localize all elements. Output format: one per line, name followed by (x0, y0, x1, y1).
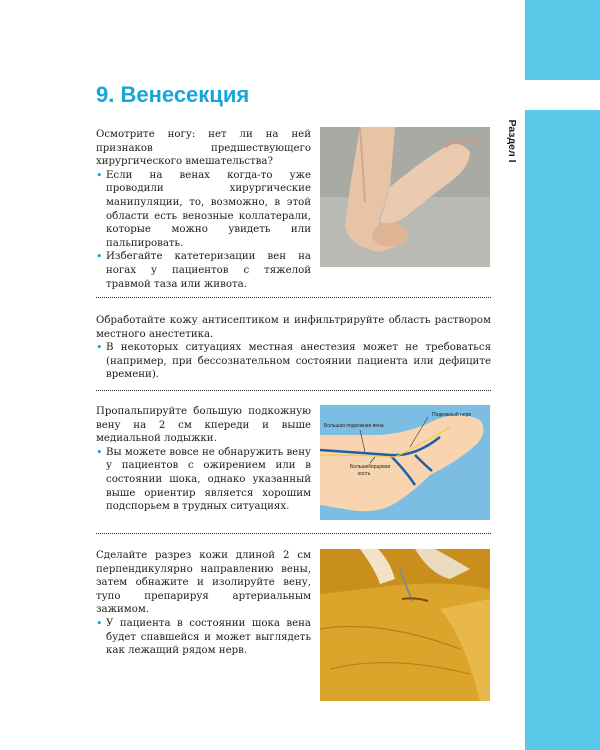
step-3-intro: Пропальпируйте большую подкожную вену на 2 см кпереди и выше медиальной лодыжки. (96, 406, 311, 445)
foot-photo (320, 127, 490, 267)
active-tab-notch (525, 80, 600, 110)
step-2-bullet-1 (96, 341, 491, 382)
step-4-text (96, 549, 311, 658)
tab-section-2[interactable] (502, 184, 522, 274)
tab-label: Раздел III (506, 293, 518, 341)
step-4-bullet-1 (96, 617, 311, 658)
bullet-icon: • (96, 341, 103, 355)
step-3-bullet-1 (96, 446, 311, 514)
tab-label: Раздел V (506, 470, 518, 516)
bullet-text: Вы можете вовсе не обнаружить вену у пациентов с ожирением или в состоянии шока, однако указанный выше ориентир является хорошим подспорьем в трудных ситуациях. (106, 446, 311, 513)
bullet-icon: • (96, 445, 103, 459)
tab-section-4[interactable] (502, 360, 522, 450)
step-1-bullet-1 (96, 169, 311, 251)
tab-section-1[interactable] (502, 96, 522, 186)
bullet-text: У пациента в состоянии шока вена будет спавшейся и может выглядеть как лежащий рядом нерв. (106, 617, 311, 657)
tab-section-6[interactable] (502, 536, 522, 626)
tab-section-3[interactable] (502, 272, 522, 362)
label-tibia-line-2: кость (358, 471, 371, 477)
tab-label: Раздел I (506, 119, 518, 163)
step-1-bullet-2 (96, 250, 311, 291)
step-3-text (96, 405, 311, 514)
section-divider (96, 533, 491, 534)
bullet-text: В некоторых ситуациях местная анестезия может не требоваться (например, при бессознательном состоянии пациента или дефиците времени). (106, 342, 491, 381)
step-1-intro: Осмотрите ногу: нет ли на ней признаков предшествующего хирургического вмешательства? (96, 129, 311, 168)
incision-photo (320, 549, 490, 701)
bullet-icon: • (96, 616, 103, 630)
bullet-icon: • (96, 250, 103, 264)
step-4-intro: Сделайте разрез кожи длиной 2 см перпендикулярно направлению вены, затем обнажите и изолируйте вену, тупо препарируя артериальным зажимом. (96, 550, 311, 616)
step-1-text (96, 128, 311, 291)
section-divider (96, 390, 491, 391)
tab-label: Раздел II (506, 207, 518, 251)
page-title: 9. Венесекция (96, 82, 250, 107)
label-great-saphenous-vein: Большая подкожная вена (324, 423, 384, 429)
tab-label: Раздел VI (506, 557, 518, 605)
vein-anatomy-diagram (320, 405, 490, 520)
section-divider (96, 297, 491, 298)
label-saphenous-nerve: Подкожный нерв (432, 412, 472, 418)
step-2-text (96, 314, 491, 382)
bullet-icon: • (96, 168, 103, 182)
label-tibia-line-1: Большеберцовая (350, 464, 391, 470)
bullet-text: Избегайте катетеризации вен на ногах у пациентов с тяжелой травмой таза или живота. (106, 251, 311, 290)
tab-section-5[interactable] (502, 448, 522, 538)
step-2-intro: Обработайте кожу антисептиком и инфильтрируйте область раствором местного анестетика. (96, 315, 491, 340)
page-number: 33 (502, 45, 517, 60)
section-tabs (502, 96, 522, 716)
bullet-text: Если на венах когда-то уже проводили хирургические манипуляции, то, возможно, в этой области есть венозные коллатерали, которые можно увидеть или пальпировать. (106, 169, 311, 249)
tab-label: Раздел VII (506, 643, 518, 695)
tab-section-7[interactable] (502, 624, 522, 714)
tab-label: Раздел IV (506, 381, 518, 429)
